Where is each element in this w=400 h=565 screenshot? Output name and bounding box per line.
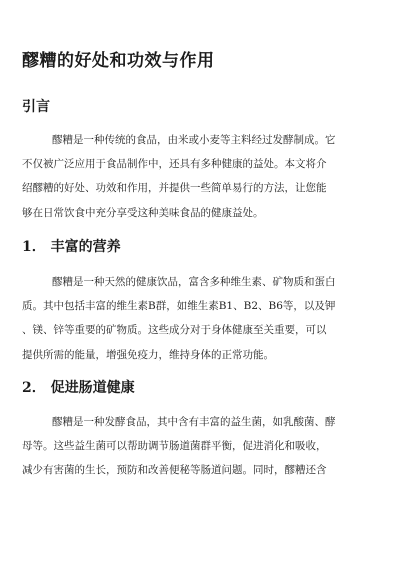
paragraph-line: 不仅被广泛应用于食品制作中，还具有多种健康的益处。本文将介 (22, 158, 327, 171)
section-paragraph-intro (22, 128, 356, 225)
document-title: 醪糟的好处和功效与作用 (22, 51, 215, 71)
paragraph-line: 、镁、锌等重要的矿物质。这些成分对于身体健康至关重要，可以 (22, 324, 327, 337)
paragraph-line: 醪糟是一种传统的食品，由米或小麦等主料经过发酵制成。它 (52, 134, 336, 146)
section-paragraph-gut-health (22, 410, 356, 483)
paragraph-line: 母等。这些益生菌可以帮助调节肠道菌群平衡，促进消化和吸收， (22, 440, 327, 453)
section-heading-intro: 引言 (22, 99, 50, 115)
paragraph-line: 提供所需的能量，增强免疫力，维持身体的正常功能。 (22, 348, 274, 361)
paragraph-line: 绍醪糟的好处、功效和作用，并提供一些简单易行的方法，让您能 (22, 182, 327, 195)
section-paragraph-nutrition (22, 270, 356, 367)
paragraph-line: 醪糟是一种天然的健康饮品，富含多种维生素、矿物质和蛋白 (52, 276, 336, 288)
section-heading-nutrition: 1． 丰富的营养 (22, 239, 121, 255)
paragraph-line: 减少有害菌的生长，预防和改善便秘等肠道问题。同时，醪糟还含 (22, 464, 327, 477)
paragraph-line: 质。其中包括丰富的维生素B群，如维生素B1、B2、B6等，以及钾 (22, 300, 336, 313)
paragraph-line: 够在日常饮食中充分享受这种美味食品的健康益处。 (22, 206, 264, 219)
section-heading-gut-health: 2． 促进肠道健康 (22, 380, 135, 396)
paragraph-line: 醪糟是一种发酵食品，其中含有丰富的益生菌，如乳酸菌、酵 (52, 416, 336, 428)
